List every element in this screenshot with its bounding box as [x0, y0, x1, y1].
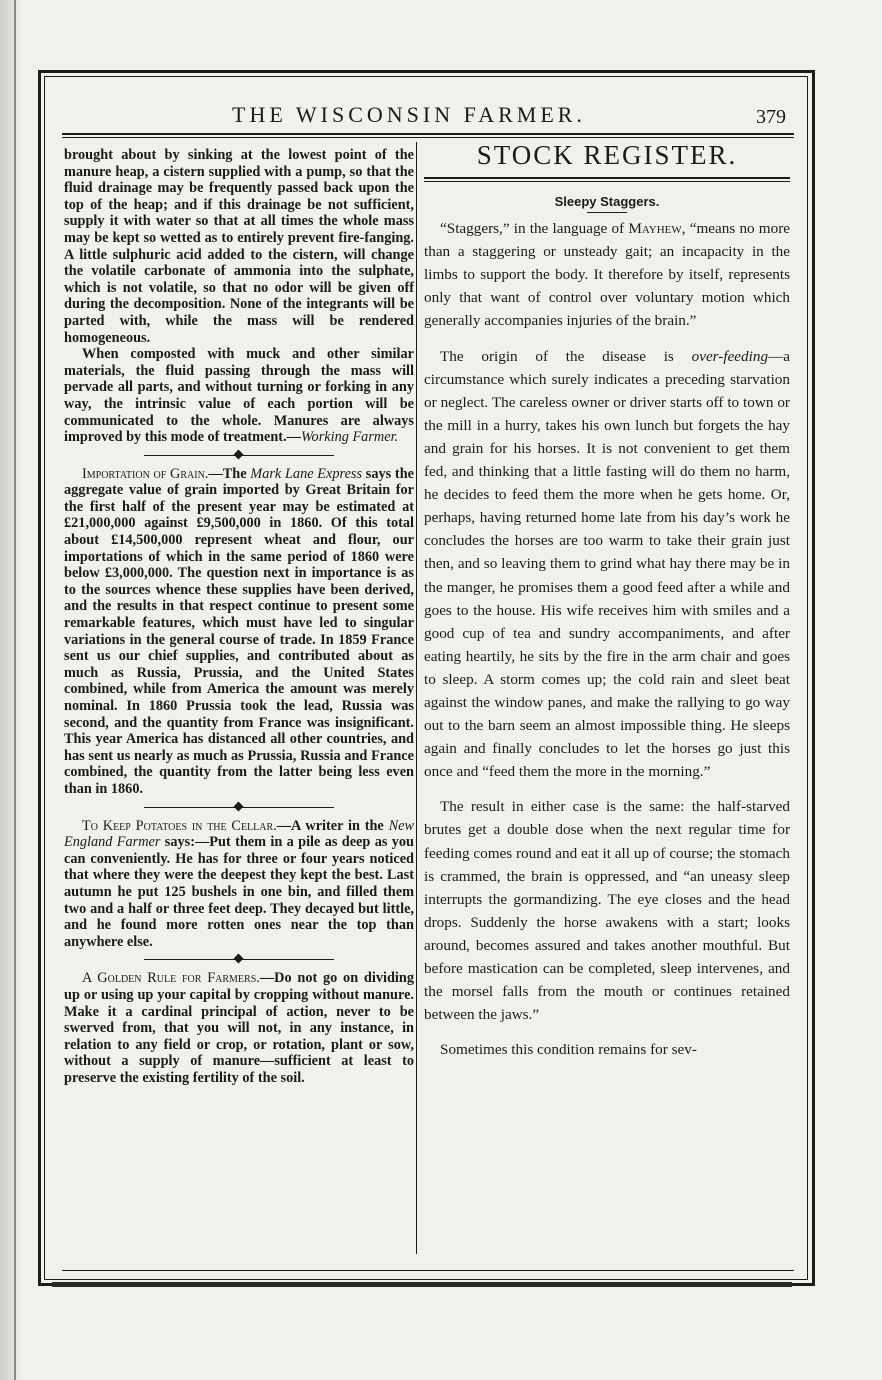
section-rule-thin: [424, 181, 790, 182]
potato-text-b: says:—Put them in a pile as deep as you can conveniently. He has for three or four years noticed that where they were the deepest they kept the best. Last autumn he put 125 bushels in one bin, and filled them two and a half or three feet deep. They decayed but little, and he found more rotten ones near the top than anywhere else.: [64, 834, 414, 950]
manure-paragraph-2-text: When composted with muck and other similar materials, the fluid passing through the mass will pervade all parts, and without turning or forking in any way, the intrinsic value of each portion will be communicated to the whole. Manures are always improved by this mode of treatment.—: [64, 346, 414, 446]
page-number: 379: [756, 106, 786, 128]
grain-publication: Mark Lane Express: [250, 465, 363, 482]
emphasis-over-feeding: over-feeding: [691, 347, 769, 365]
manure-source: Working Farmer.: [300, 429, 399, 446]
manure-paragraph-1: brought about by sinking at the lowest point of the manure heap, a cistern supplied with a pump, so that the fluid drainage may be frequently passed back upon the top of the heap; and if this drainage be not sufficient, supply it with water so that at all times the whole mass may be kept so wetted as to entirely prevent fire-fanging. A little sulphuric acid added to the cistern, will change the volatile carbonate of ammonia into the sulphate, which is not volatile, so that no odor will be given off during the decomposition. None of the integrants will be parted with, while the mass will be rendered homogeneous.: [64, 147, 414, 346]
section-separator: [64, 448, 414, 462]
page-frame-shadow: [52, 1282, 792, 1287]
staggers-p1-text-a: “Staggers,” in the language of: [440, 220, 629, 238]
staggers-paragraph-2: [424, 345, 790, 784]
author-name: Mayhew: [628, 220, 682, 238]
potato-publication: New England Farmer: [64, 817, 414, 851]
potato-article: [64, 818, 414, 951]
diamond-ornament-icon: [234, 449, 244, 459]
article-title: Sleepy Staggers.: [554, 194, 660, 210]
header-rule-thin: [62, 137, 794, 138]
binding-line: [14, 0, 16, 1380]
staggers-p2-text-b: —a circumstance which surely indicates a preceding starvation or neglect. The careless owner or driver starts off to town or the mill in a hurry, takes his own lunch but forgets the hay and grain for his horses. It is not convenient to get them fed, and thinking that a little fasting will do them no harm, he decides to feed them the more when he gets home. Or, perhaps, having returned home late from his day’s work he concludes the horses are too warm to take their grain just then, and so leaving them to grind what hay there may be in the manger, he promises them a good feed after a while and goes to the house. His wife receives him with smiles and a good cup of tea and sundry accompaniments, and after eating heartily, he sits by the fire in the arm chair and goes to sleep. A storm comes up; the cold rain and sleet beat against the window panes, and make the rallying to go way out to the barn seem an almost impossible thing. He sleeps again and finally concludes to let the horses go just this once and “feed them the more in the morning.”: [424, 347, 790, 781]
diamond-ornament-icon: [234, 801, 244, 811]
staggers-p2-text-a: The origin of the disease is: [440, 347, 692, 365]
manure-paragraph-2: [64, 346, 414, 446]
potato-lead: To Keep Potatoes in the Cellar.: [82, 817, 277, 834]
golden-rule-lead: A Golden Rule for Farmers.: [82, 970, 260, 987]
diamond-ornament-icon: [234, 954, 244, 964]
potato-text-a: —A writer in the: [276, 817, 389, 834]
staggers-p1-text-b: , “means no more than a staggering or unsteady gait; an incapacity in the limbs to support the body. It therefore by itself, represents only that want of control over voluntary motion which generally accompanies injuries of the brain.”: [424, 220, 791, 330]
grain-lead: Importation of Grain.: [82, 465, 209, 482]
staggers-paragraph-1: [424, 217, 790, 332]
golden-rule-text: —Do not go on dividing up or using up your capital by cropping without manure. Make it a cardinal principal of action, never to be swerved from, that you will not, in any instance, in relation to any field or crop, or rotation, plant or sow, without a supply of manure—sufficient at least to preserve the existing fertility of the soil.: [64, 970, 414, 1086]
section-rule-thick: [424, 177, 790, 179]
running-head-title: THE WISCONSIN FARMER.: [232, 102, 586, 127]
grain-text-b: says the aggregate value of grain imported by Great Britain for the first half of the present year may be estimated at £21,000,000 against £9,500,000 in 1860. Of this total about £14,500,000 represent wheat and flour, our importations of which in the same period of 1860 were below £3,000,000. The question next in importance is as to the sources whence these supplies have been derived, and the results in that respect continue to present some remarkable features, which must have led to singular variations in the general course of trade. In 1859 France sent us our chief supplies, and contributed about as much as Russia, Prussia, and the United States combined, while from America the amount was merely nominal. In 1860 Prussia took the lead, Russia was second, and the quantity from France was insignificant. This year America has distanced all other countries, and has sent us nearly as much as Prussia, Russia and France combined, the quantity from the latter being less even than in 1860.: [64, 465, 414, 797]
article-title-rule: [587, 212, 627, 213]
section-separator: [64, 800, 414, 814]
section-separator: [64, 952, 414, 966]
column-divider: [416, 142, 417, 1254]
header-rule-thick: [62, 133, 794, 135]
bottom-rule: [62, 1270, 794, 1271]
staggers-paragraph-4: Sometimes this condition remains for sev-: [440, 1041, 697, 1059]
staggers-paragraph-3: The result in either case is the same: the half-starved brutes get a double dose when the next regular time for feeding comes round and eat it all up of course; the stomach is crammed, the brain is oppressed, and “an uneasy sleep interrupts the gormandizing. The eye closes and the head drops. Suddenly the horse awakens with a start; looks around, becomes assured and takes another mouthful. But before mastication can be completed, sleep intervenes, and the morsel falls from the mouth or continues retained between the jaws.”: [424, 798, 790, 1024]
right-column: [424, 140, 790, 1061]
golden-rule-article: [64, 970, 414, 1086]
grain-text-a: —The: [208, 465, 251, 482]
section-title: STOCK REGISTER.: [476, 140, 738, 170]
left-column: [64, 147, 414, 1086]
page-binding-edge: [0, 0, 22, 1380]
grain-article: [64, 466, 414, 798]
